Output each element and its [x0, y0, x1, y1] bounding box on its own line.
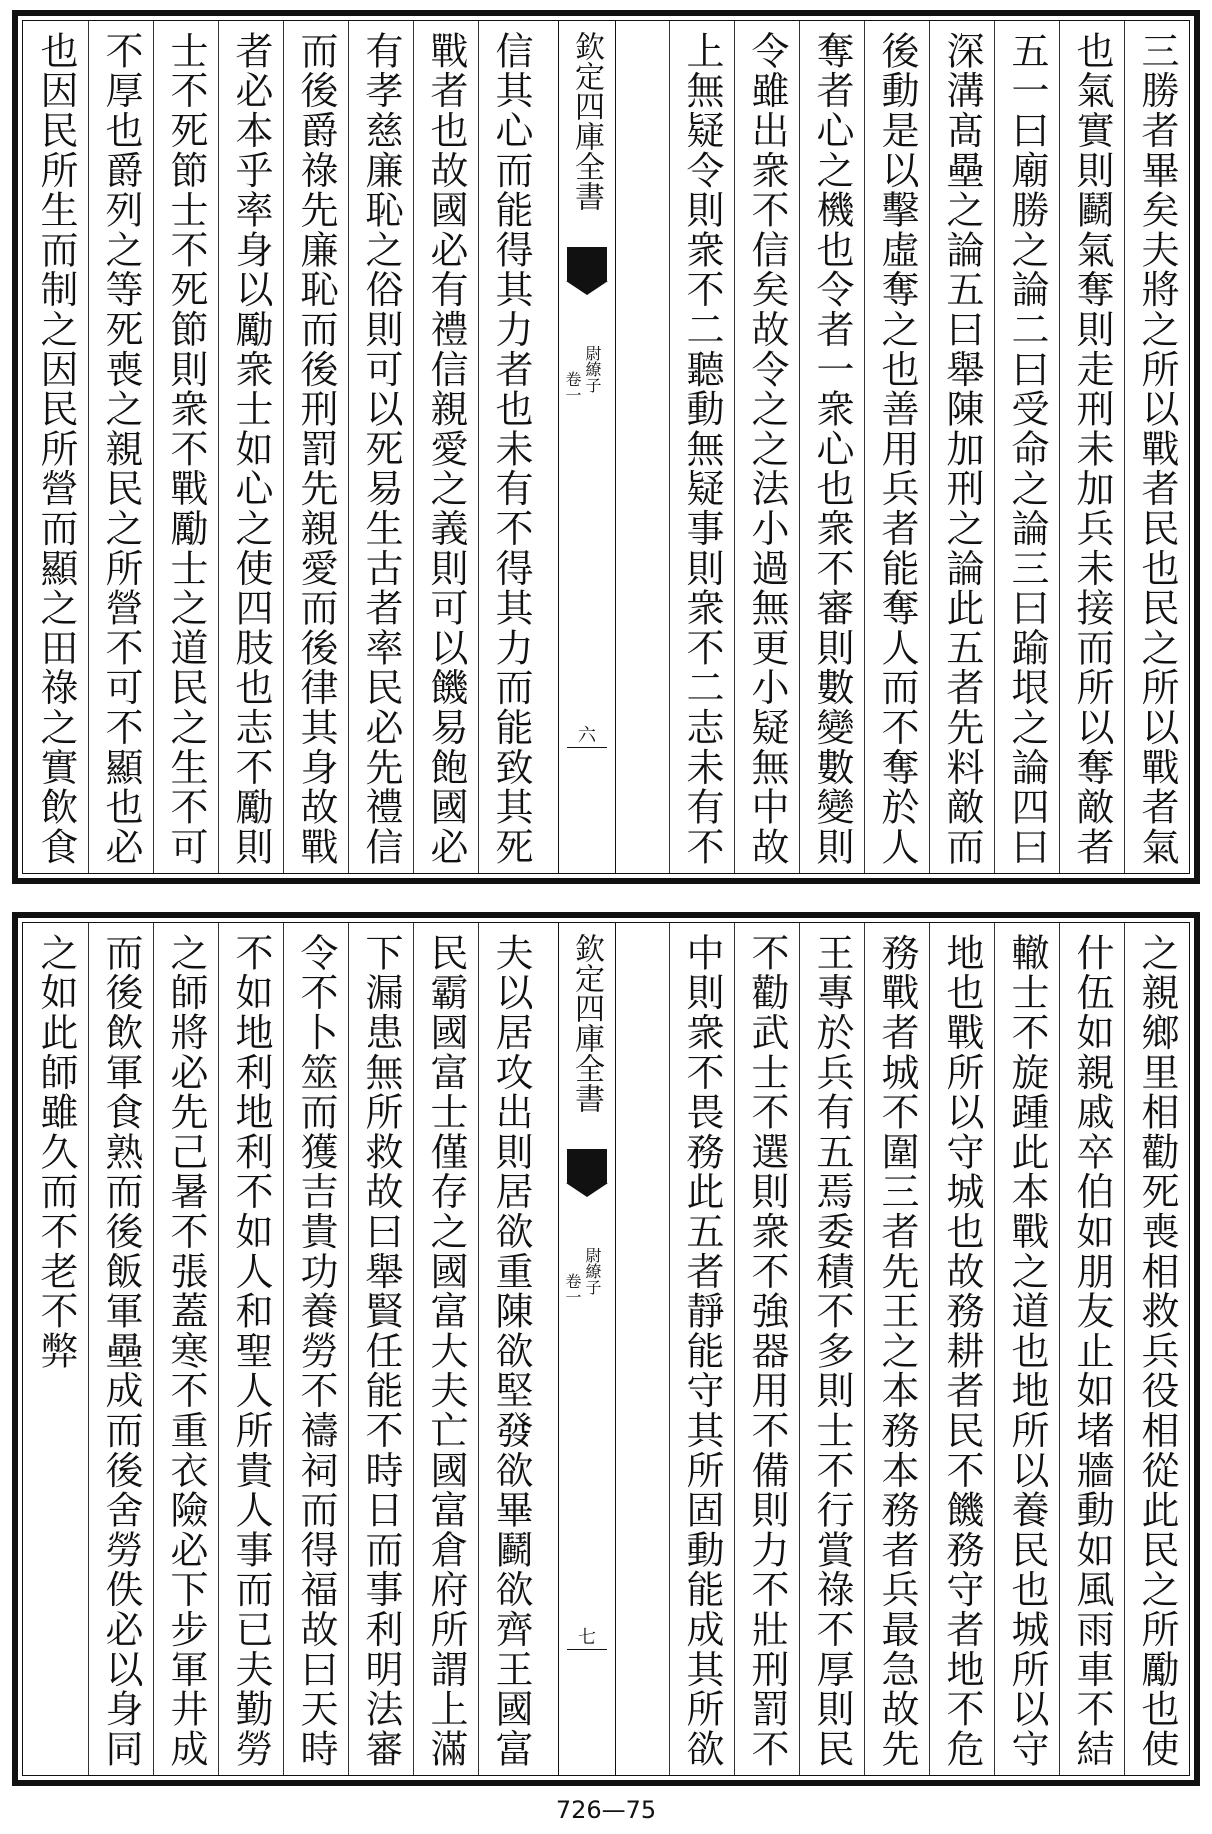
text-column: 後動是以擊虛奪之也善用兵者能奪人而不奪於人 — [864, 21, 929, 873]
text-column: 夫以居攻出則居欲重陳欲堅發欲畢鬬欲齊王國富 — [478, 923, 543, 1775]
text-column: 奪者心之機也令者一衆心也衆不審則數變數變則 — [799, 21, 864, 873]
text-column: 不厚也爵列之等死喪之親民之所營不可不顯也必 — [88, 21, 153, 873]
text-column: 有孝慈廉恥之俗則可以死易生古者率民必先禮信 — [348, 21, 413, 873]
text-column: 王專於兵有五焉委積不多則士不行賞祿不厚則民 — [799, 923, 864, 1775]
bottom-left-text-block — [23, 923, 543, 1775]
text-column: 令不卜筮而獲吉貴功養勞不禱祠而得福故曰天時 — [283, 923, 348, 1775]
text-column: 轍士不旋踵此本戰之道也地所以養民也城所以守 — [994, 923, 1059, 1775]
text-column: 信其心而能得其力者也未有不得其力而能致其死 — [478, 21, 543, 873]
top-center-margin — [558, 21, 616, 873]
text-column: 務戰者城不圍三者先王之本務本務者兵最急故先 — [864, 923, 929, 1775]
text-column: 下漏患無所救故曰舉賢任能不時日而事利明法審 — [348, 923, 413, 1775]
center-page-number: 七 — [578, 1627, 596, 1648]
text-column: 者必本乎率身以勵衆士如心之使四肢也志不勵則 — [218, 21, 283, 873]
text-column: 也氣實則鬬氣奪則走刑未加兵未接而所以奪敵者 — [1059, 21, 1124, 873]
text-column: 之親鄉里相勸死喪相救兵役相從此民之所勵也使 — [1124, 923, 1189, 1775]
text-column: 深溝髙壘之論五曰舉陳加刑之論此五者先料敵而 — [929, 21, 994, 873]
text-column: 地也戰所以守城也故務耕者民不饑務守者地不危 — [929, 923, 994, 1775]
bottom-right-text-block — [669, 923, 1189, 1775]
top-left-text-block — [23, 21, 543, 873]
text-column: 而後飲軍食熟而後飯軍壘成而後舍勞佚必以身同 — [88, 923, 153, 1775]
text-column: 而後爵祿先廉恥而後刑罰先親愛而後律其身故戰 — [283, 21, 348, 873]
top-page-frame — [22, 20, 1190, 874]
bottom-page-frame — [22, 922, 1190, 1776]
text-column: 中則衆不畏務此五者靜能守其所固動能成其所欲 — [669, 923, 734, 1775]
text-column: 什伍如親戚卒伯如朋友止如堵牆動如風雨車不結 — [1059, 923, 1124, 1775]
top-right-text-block — [669, 21, 1189, 873]
text-column: 之如此師雖久而不老不弊 — [34, 933, 78, 1371]
center-page-number: 六 — [578, 725, 596, 746]
text-column: 上無疑令則衆不二聽動無疑事則衆不二志未有不 — [669, 21, 734, 873]
center-rule — [567, 747, 607, 748]
top-page-panel — [12, 10, 1200, 884]
center-book-title: 尉繚子 — [583, 345, 602, 393]
fishtail-mark — [567, 1149, 607, 1183]
center-title: 欽定四庫全書 — [569, 933, 604, 1113]
text-column: 戰者也故國必有禮信親愛之義則可以饑易飽國必 — [413, 21, 478, 873]
center-book-title: 尉繚子 — [583, 1247, 602, 1295]
text-column: 士不死節士不死節則衆不戰勵士之道民之生不可 — [153, 21, 218, 873]
text-column: 也因民所生而制之因民所營而顯之田祿之實飲食 — [34, 31, 78, 867]
bottom-page-panel — [12, 912, 1200, 1786]
text-column: 不如地利地利不如人和聖人所貴人事而已夫勤勞 — [218, 923, 283, 1775]
center-volume: 卷一 — [563, 1273, 582, 1305]
page-footer-number: 726—75 — [555, 1796, 657, 1824]
bottom-center-margin — [558, 923, 616, 1775]
center-rule — [567, 1649, 607, 1650]
fishtail-mark — [567, 247, 607, 281]
text-column: 三勝者畢矣夫將之所以戰者民也民之所以戰者氣 — [1124, 21, 1189, 873]
text-column: 之師將必先己暑不張蓋寒不重衣險必下步軍井成 — [153, 923, 218, 1775]
text-column: 不勸武士不選則衆不強器用不備則力不壯刑罰不 — [734, 923, 799, 1775]
text-column: 民霸國富士僅存之國富大夫亡國富倉府所謂上滿 — [413, 923, 478, 1775]
text-column: 五一曰廟勝之論二曰受命之論三曰踰垠之論四曰 — [994, 21, 1059, 873]
center-volume: 卷一 — [563, 371, 582, 403]
text-column: 令雖出衆不信矣故令之之法小過無更小疑無中故 — [734, 21, 799, 873]
center-title: 欽定四庫全書 — [569, 31, 604, 211]
